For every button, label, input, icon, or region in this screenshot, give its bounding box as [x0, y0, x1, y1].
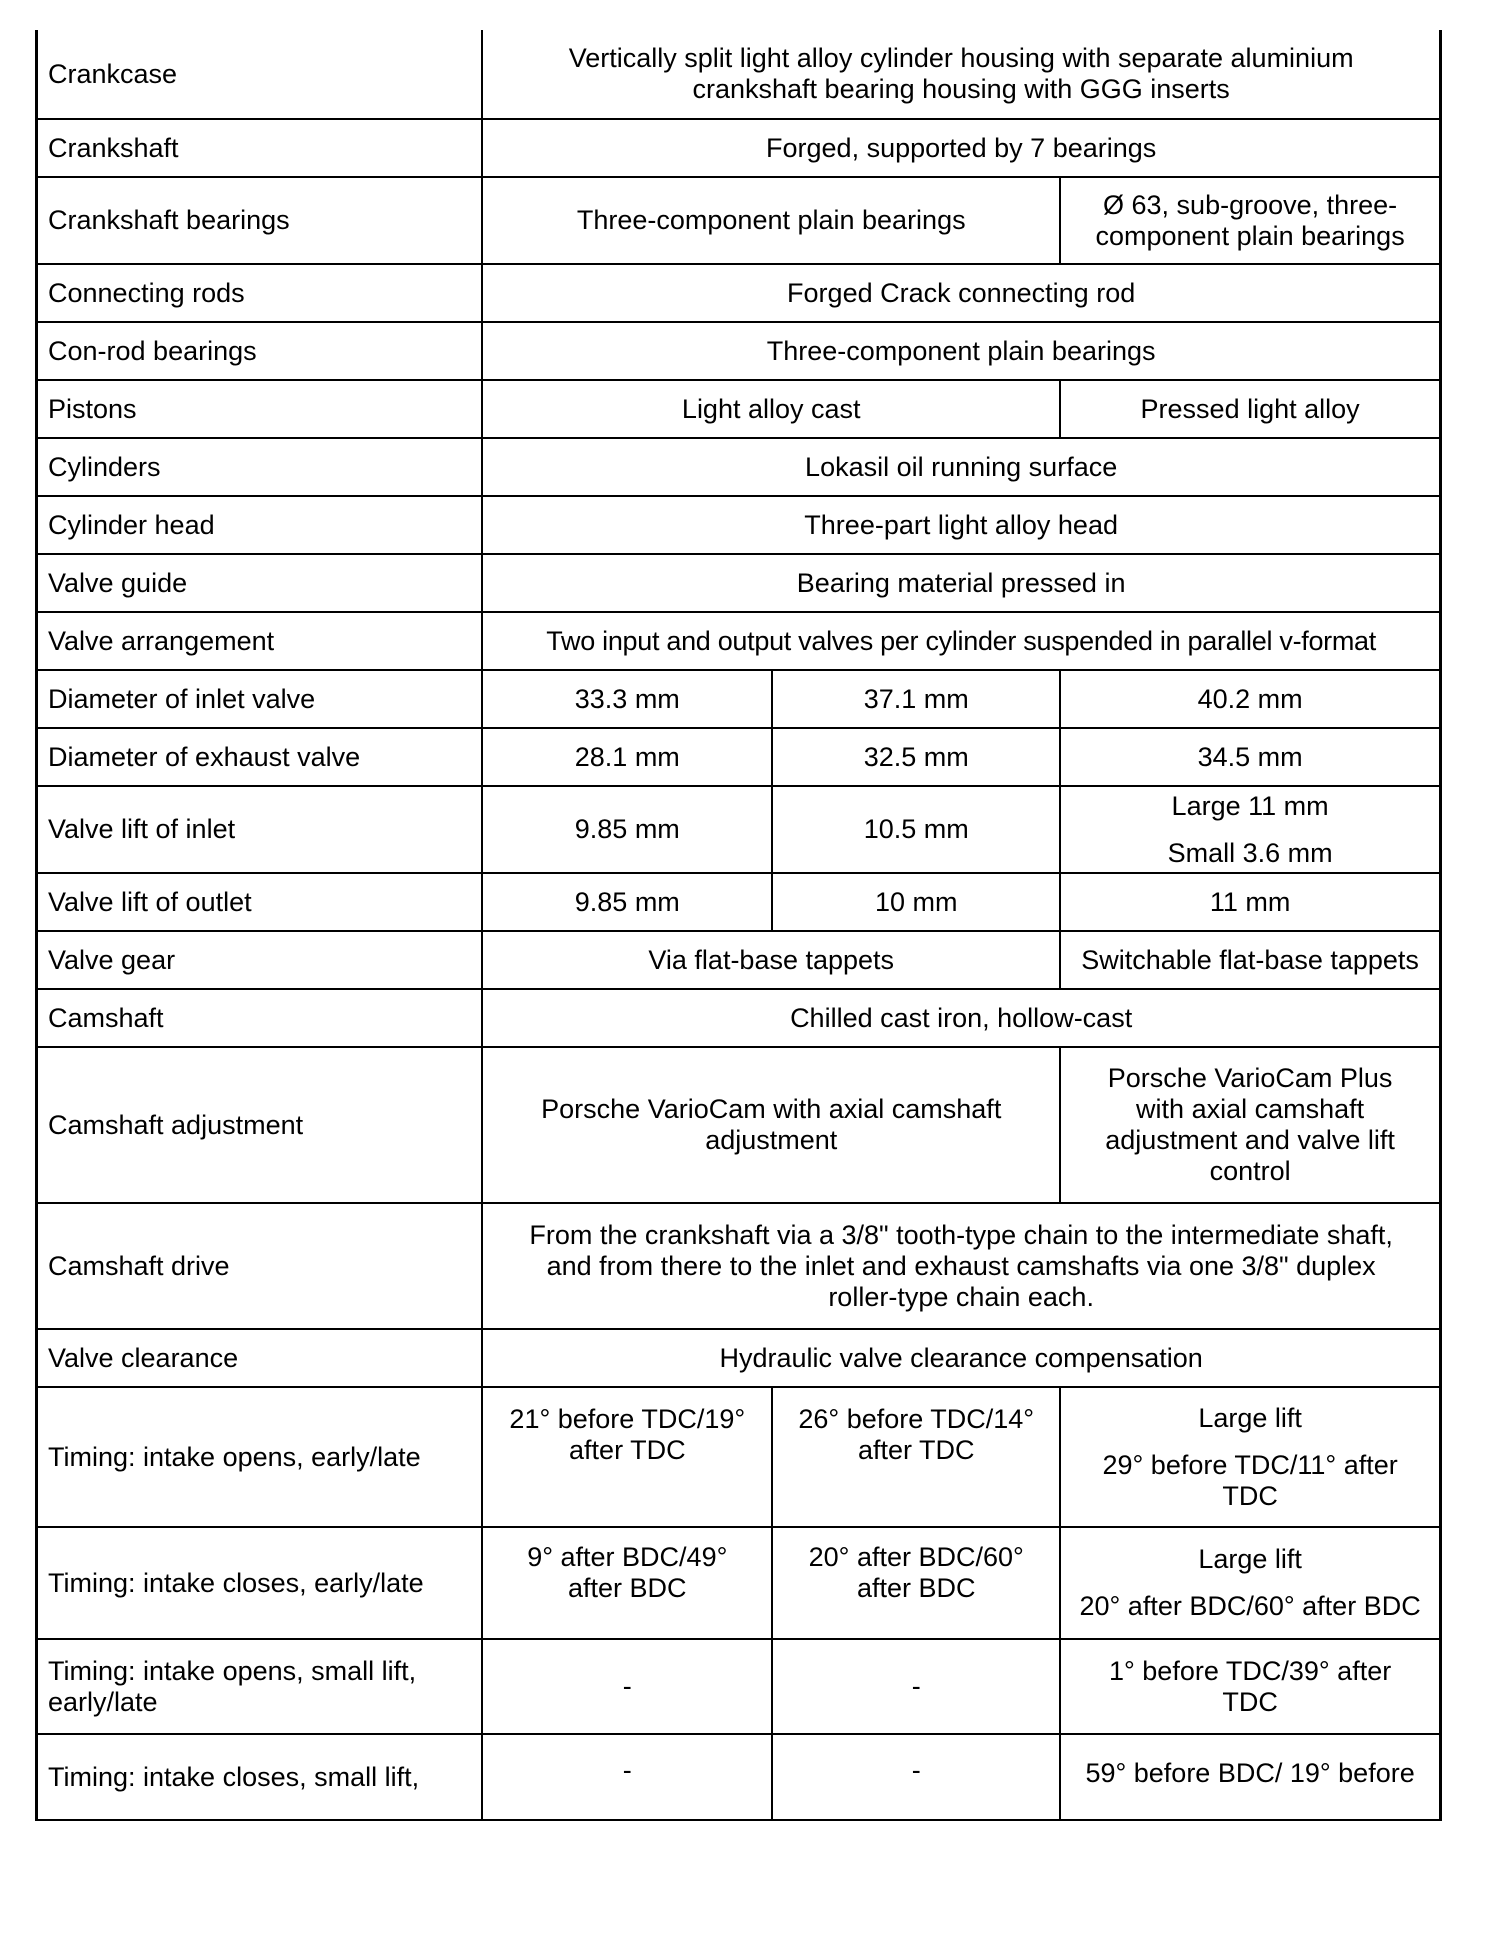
engine-spec-table: [35, 30, 1442, 1821]
value-variant-3: Porsche VarioCam Plus with axial camshaft adjustment and valve lift control: [1060, 1047, 1440, 1203]
row-label: Crankshaft bearings: [37, 177, 483, 264]
value-variant-2: 10 mm: [772, 873, 1060, 931]
row-label: Diameter of inlet valve: [37, 670, 483, 728]
value-variant-3: 11 mm: [1060, 873, 1440, 931]
value-all-variants: From the crankshaft via a 3/8" tooth-type chain to the intermediate shaft, and from there to the inlet and exhaust camshafts via one 3/8" duplex roller-type chain each.: [482, 1203, 1440, 1329]
row-label: Crankcase: [37, 30, 483, 119]
row-label: Valve gear: [37, 931, 483, 989]
value-variant-2: 37.1 mm: [772, 670, 1060, 728]
row-crankshaft-bearings: [37, 177, 1441, 264]
row-label: Crankshaft: [37, 119, 483, 177]
row-camshaft-drive: [37, 1203, 1441, 1329]
value-all-variants: Vertically split light alloy cylinder housing with separate aluminium crankshaft bearing housing with GGG inserts: [482, 30, 1440, 119]
value-variant-1: -: [482, 1639, 772, 1734]
row-valve-arrangement: [37, 612, 1441, 670]
row-label: Timing: intake opens, early/late: [37, 1387, 483, 1527]
row-label: Cylinder head: [37, 496, 483, 554]
value-variant-3: [1060, 786, 1440, 873]
row-label: Camshaft drive: [37, 1203, 483, 1329]
row-con-rod-bearings: [37, 322, 1441, 380]
value-variant-2: 10.5 mm: [772, 786, 1060, 873]
row-exhaust-valve-diameter: [37, 728, 1441, 786]
row-label: Timing: intake opens, small lift, early/late: [37, 1639, 483, 1734]
value-all-variants: Lokasil oil running surface: [482, 438, 1440, 496]
value-variants-1-2: Via flat-base tappets: [482, 931, 1060, 989]
value-all-variants: Three-part light alloy head: [482, 496, 1440, 554]
row-inlet-valve-lift: [37, 786, 1441, 873]
row-label: Valve guide: [37, 554, 483, 612]
value-variant-3: 40.2 mm: [1060, 670, 1440, 728]
value-line: 29° before TDC/11° after TDC: [1102, 1449, 1398, 1511]
row-timing-intake-opens-small-lift: [37, 1639, 1441, 1734]
value-line: 20° after BDC/60° after BDC: [1079, 1591, 1421, 1621]
row-label: Timing: intake closes, small lift,: [37, 1734, 483, 1820]
value-all-variants: Bearing material pressed in: [482, 554, 1440, 612]
value-all-variants: Hydraulic valve clearance compensation: [482, 1329, 1440, 1387]
value-variant-3: [1060, 1527, 1440, 1639]
value-variant-3: 34.5 mm: [1060, 728, 1440, 786]
row-label: Connecting rods: [37, 264, 483, 322]
row-crankshaft: [37, 119, 1441, 177]
row-pistons: [37, 380, 1441, 438]
row-label: Con-rod bearings: [37, 322, 483, 380]
value-variant-3: [1060, 1387, 1440, 1527]
row-timing-intake-closes: [37, 1527, 1441, 1639]
row-valve-gear: [37, 931, 1441, 989]
row-label: Cylinders: [37, 438, 483, 496]
value-variant-1: 9° after BDC/49° after BDC: [482, 1527, 772, 1639]
row-valve-clearance: [37, 1329, 1441, 1387]
value-variant-3: 1° before TDC/39° after TDC: [1060, 1639, 1440, 1734]
value-variants-1-2: Porsche VarioCam with axial camshaft adjustment: [482, 1047, 1060, 1203]
row-timing-intake-closes-small-lift: [37, 1734, 1441, 1820]
row-label: Pistons: [37, 380, 483, 438]
value-variant-1: 33.3 mm: [482, 670, 772, 728]
row-timing-intake-opens: [37, 1387, 1441, 1527]
row-label: Valve lift of outlet: [37, 873, 483, 931]
row-label: Diameter of exhaust valve: [37, 728, 483, 786]
row-label: Timing: intake closes, early/late: [37, 1527, 483, 1639]
value-variant-2: 32.5 mm: [772, 728, 1060, 786]
value-variant-1: 21° before TDC/19° after TDC: [482, 1387, 772, 1527]
value-variant-1: 28.1 mm: [482, 728, 772, 786]
value-line: Large lift: [1198, 1402, 1302, 1433]
value-variant-2: 20° after BDC/60° after BDC: [772, 1527, 1060, 1639]
row-label: Valve arrangement: [37, 612, 483, 670]
value-variants-1-2: Three-component plain bearings: [482, 177, 1060, 264]
value-variant-1: 9.85 mm: [482, 786, 772, 873]
row-connecting-rods: [37, 264, 1441, 322]
value-variant-2: -: [772, 1639, 1060, 1734]
value-all-variants: Forged Crack connecting rod: [482, 264, 1440, 322]
row-cylinder-head: [37, 496, 1441, 554]
row-valve-guide: [37, 554, 1441, 612]
value-variant-3: Ø 63, sub-groove, three-component plain bearings: [1060, 177, 1440, 264]
value-all-variants: Three-component plain bearings: [482, 322, 1440, 380]
row-label: Camshaft: [37, 989, 483, 1047]
row-label: Camshaft adjustment: [37, 1047, 483, 1203]
value-variant-2: -: [772, 1734, 1060, 1820]
value-variant-1: 9.85 mm: [482, 873, 772, 931]
row-label: Valve lift of inlet: [37, 786, 483, 873]
value-line: Large 11 mm: [1171, 790, 1329, 821]
value-all-variants: Chilled cast iron, hollow-cast: [482, 989, 1440, 1047]
value-variant-1: -: [482, 1734, 772, 1820]
row-label: Valve clearance: [37, 1329, 483, 1387]
value-variant-3: Pressed light alloy: [1060, 380, 1440, 438]
value-all-variants: Two input and output valves per cylinder suspended in parallel v-format: [482, 612, 1440, 670]
row-outlet-valve-lift: [37, 873, 1441, 931]
value-variant-3: Switchable flat-base tappets: [1060, 931, 1440, 989]
value-all-variants: Forged, supported by 7 bearings: [482, 119, 1440, 177]
row-camshaft-adjustment: [37, 1047, 1441, 1203]
row-camshaft: [37, 989, 1441, 1047]
value-variant-2: 26° before TDC/14° after TDC: [772, 1387, 1060, 1527]
value-line: Large lift: [1198, 1544, 1302, 1574]
row-crankcase: [37, 30, 1441, 119]
value-variant-3: 59° before BDC/ 19° before: [1060, 1734, 1440, 1820]
value-line: Small 3.6 mm: [1167, 837, 1333, 868]
row-cylinders: [37, 438, 1441, 496]
value-variants-1-2: Light alloy cast: [482, 380, 1060, 438]
row-inlet-valve-diameter: [37, 670, 1441, 728]
